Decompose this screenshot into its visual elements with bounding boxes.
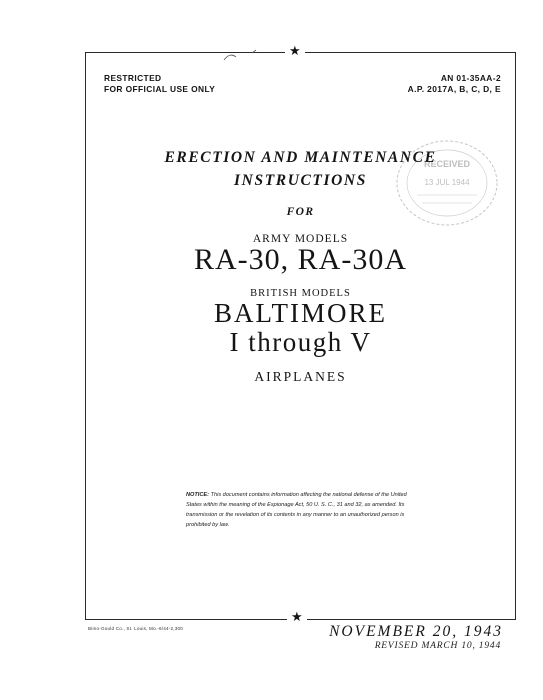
aircraft-type: AIRPLANES [254, 369, 347, 384]
document-number-header [408, 73, 501, 95]
pen-mark [222, 48, 272, 62]
for-label: FOR [286, 206, 315, 218]
printer-imprint: Bimo-Gould Co., St. Louis, Mo.-6/44-2,300 [88, 626, 184, 631]
svg-text:RECEIVED: RECEIVED [423, 159, 471, 169]
title-line-2: INSTRUCTIONS [234, 172, 367, 189]
restricted-label: RESTRICTED [104, 73, 162, 83]
army-models: RA-30, RA-30A [194, 243, 407, 276]
ap-number: A.P. 2017A, B, C, D, E [407, 84, 501, 94]
british-model-range: I through V [229, 327, 372, 357]
title-line-1: ERECTION AND MAINTENANCE [164, 149, 437, 166]
notice-text: This document contains information affecting the national defense of the United States within the meaning of the Espionage Act, 50 U. S. C., 31 and 32, as amended. Its transmission or the revelation of its contents in any manner to an unauthorized person is prohibited by law. [186, 492, 407, 528]
army-models-label: ARMY MODELS [252, 233, 349, 245]
british-model-name: BALTIMORE [213, 298, 387, 328]
notice-label: NOTICE: [186, 492, 209, 498]
revision-date: REVISED MARCH 10, 1944 [374, 641, 501, 651]
star-ornament-top: ★ [285, 45, 305, 58]
restriction-header [104, 73, 215, 95]
star-ornament-bottom: ★ [287, 611, 307, 624]
svg-text:13 JUL 1944: 13 JUL 1944 [424, 178, 470, 187]
security-notice [186, 490, 422, 530]
british-models-label: BRITISH MODELS [250, 288, 351, 299]
an-number: AN 01-35AA-2 [440, 73, 501, 83]
official-use-label: FOR OFFICIAL USE ONLY [104, 84, 216, 94]
publication-date: NOVEMBER 20, 1943 [329, 623, 503, 640]
